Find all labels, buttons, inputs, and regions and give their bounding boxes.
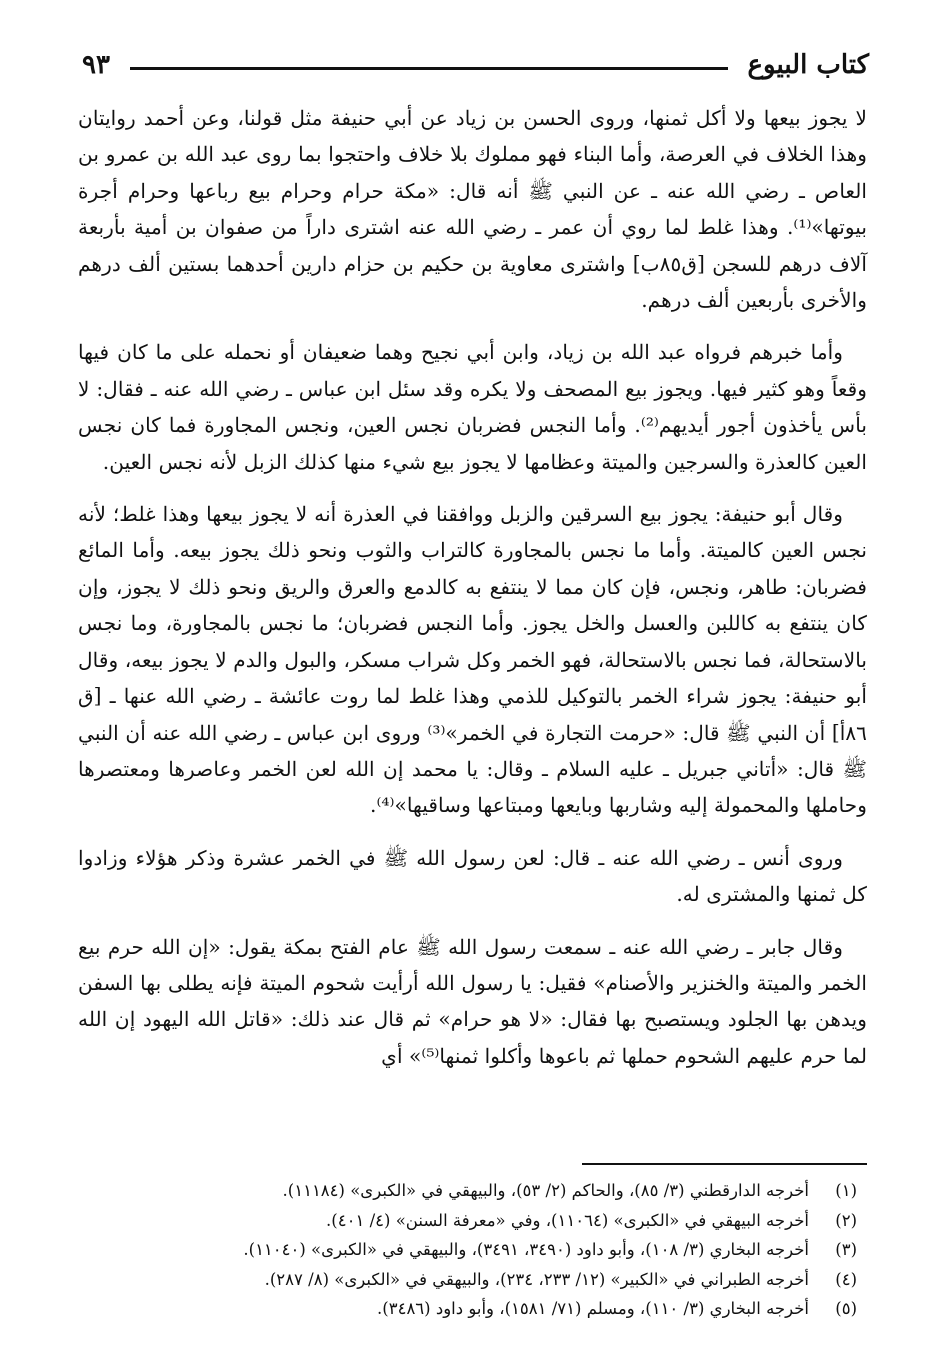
footnote-separator [582, 1163, 867, 1165]
footnote [84, 1235, 857, 1265]
footnote-text: أخرجه البيهقي في «الكبرى» (١١٠٦٤)، وفي «معرفة السنن» (٤/ ٤٠١). [326, 1210, 809, 1230]
footnote [84, 1294, 857, 1324]
chapter-title: كتاب البيوع [747, 50, 869, 80]
footnote [84, 1265, 857, 1295]
footnote-number: (٢) [835, 1210, 857, 1230]
footnote-text: أخرجه الطبراني في «الكبير» (١٢/ ٢٣٣، ٢٣٤)، والبيهقي في «الكبرى» (٨/ ٢٨٧). [264, 1269, 809, 1289]
main-text [78, 100, 867, 1090]
footnote [84, 1206, 857, 1236]
paragraph: وأما خبرهم فرواه عبد الله بن زياد، وابن أبي نجيح وهما ضعيفان أو نحمله على ما كان فيها وقعاً وهو كثير فيها. ويجوز بيع المصحف ولا يكره وقد سئل ابن عباس ـ رضي الله عنه ـ فقال: لا بأس يأخذون أجور أيديهم⁽²⁾. وأما النجس فضربان نجس العين، ونجس المجاورة فما كان نجس العين كالعذرة والسرجين والميتة وعظامها لا يجوز بيع شيء منها كذلك الزبل لأنه نجس العين. [78, 340, 867, 474]
header-rule [130, 67, 728, 70]
footnote [84, 1176, 857, 1206]
page-number: ٩٣ [82, 50, 110, 80]
paragraph: وقال جابر ـ رضي الله عنه ـ سمعت رسول الله ﷺ عام الفتح بمكة يقول: «إن الله حرم بيع الخمر والميتة والخنزير والأصنام» فقيل: يا رسول الله أرأيت شحوم الميتة فإنه يطلى بها السفن ويدهن بها الجلود ويستصبح بها فقال: «لا هو حرام» ثم قال عند ذلك: «قاتل الله اليهود إن الله لما حرم عليهم الشحوم حملها ثم باعوها وأكلوا ثمنها⁽⁵⁾» أي [78, 934, 867, 1068]
footnote-text: أخرجه الدارقطني (٣/ ٨٥)، والحاكم (٢/ ٥٣)، والبيهقي في «الكبرى» (١١١٨٤). [282, 1181, 809, 1200]
footnote-number: (٤) [835, 1269, 857, 1289]
footnote-number: (٥) [835, 1299, 857, 1318]
footnotes [84, 1176, 857, 1324]
paragraph: وروى أنس ـ رضي الله عنه ـ قال: لعن رسول الله ﷺ في الخمر عشرة وذكر هؤلاء وزادوا كل ثمنها والمشترى له. [78, 845, 867, 907]
paragraph: لا يجوز بيعها ولا أكل ثمنها، وروى الحسن بن زياد عن أبي حنيفة مثل قولنا، وعن أحمد روايتان وهذا الخلاف في العرصة، وأما البناء فهو مملوك بلا خلاف واحتجوا بما روى عبد الله بن عمرو بن العاص ـ رضي الله عنه ـ عن النبي ﷺ أنه قال: «مكة حرام وحرام بيع رباعها وحرام أجرة بيوتها»⁽¹⁾. وهذا غلط لما روي أن عمر ـ رضي الله عنه اشترى داراً من صفوان بن أمية بأربعة آلاف درهم للسجن [ق٨٥ب] واشترى معاوية بن حكيم بن حزام دارين أحدهما بستين ألف درهم والأخرى بأربعين ألف درهم. [78, 106, 867, 313]
running-header [82, 42, 869, 88]
footnote-text: أخرجه البخاري (٣/ ١٠٨)، وأبو داود (٣٤٩٠، ٣٤٩١)، والبيهقي في «الكبرى» (١١٠٤٠). [243, 1240, 809, 1259]
footnote-number: (١) [835, 1181, 857, 1200]
footnote-text: أخرجه البخاري (٣/ ١١٠)، ومسلم (٧١/ ١٥٨١)، وأبو داود (٣٤٨٦). [377, 1299, 809, 1318]
paragraph: وقال أبو حنيفة: يجوز بيع السرقين والزبل ووافقنا في العذرة أنه لا يجوز بيعها وهذا غلط؛ لأنه نجس العين كالميتة. وأما ما نجس بالمجاورة كالتراب والثوب ونحو ذلك يجوز بيعه. وأما المائع فضربان: طاهر، ونجس، فإن كان مما لا ينتفع به كالدمع والعرق والريق ونحو ذلك لا يجوز، وإن كان ينتفع به كاللبن والعسل والخل يجوز. وأما النجس فضربان؛ ما نجس بالمجاورة، وما نجس بالاستحالة، فما نجس بالاستحالة، فهو الخمر وكل شراب مسكر، والبول والدم لا يجوز بيعه، وقال أبو حنيفة: يجوز شراء الخمر بالتوكيل للذمي وهذا غلط لما روت عائشة ـ رضي الله عنها ـ [ق ٨٦أ] أن النبي ﷺ قال: «حرمت التجارة في الخمر»⁽³⁾ وروى ابن عباس ـ رضي الله عنه أن النبي ﷺ قال: «أتاني جبريل ـ عليه السلام ـ وقال: يا محمد إن الله لعن الخمر وعاصرها ومعتصرها وحاملها والمحمولة إليه وشاربها وبايعها ومبتاعها وساقيها»⁽⁴⁾. [78, 502, 867, 818]
footnote-number: (٣) [835, 1240, 857, 1259]
